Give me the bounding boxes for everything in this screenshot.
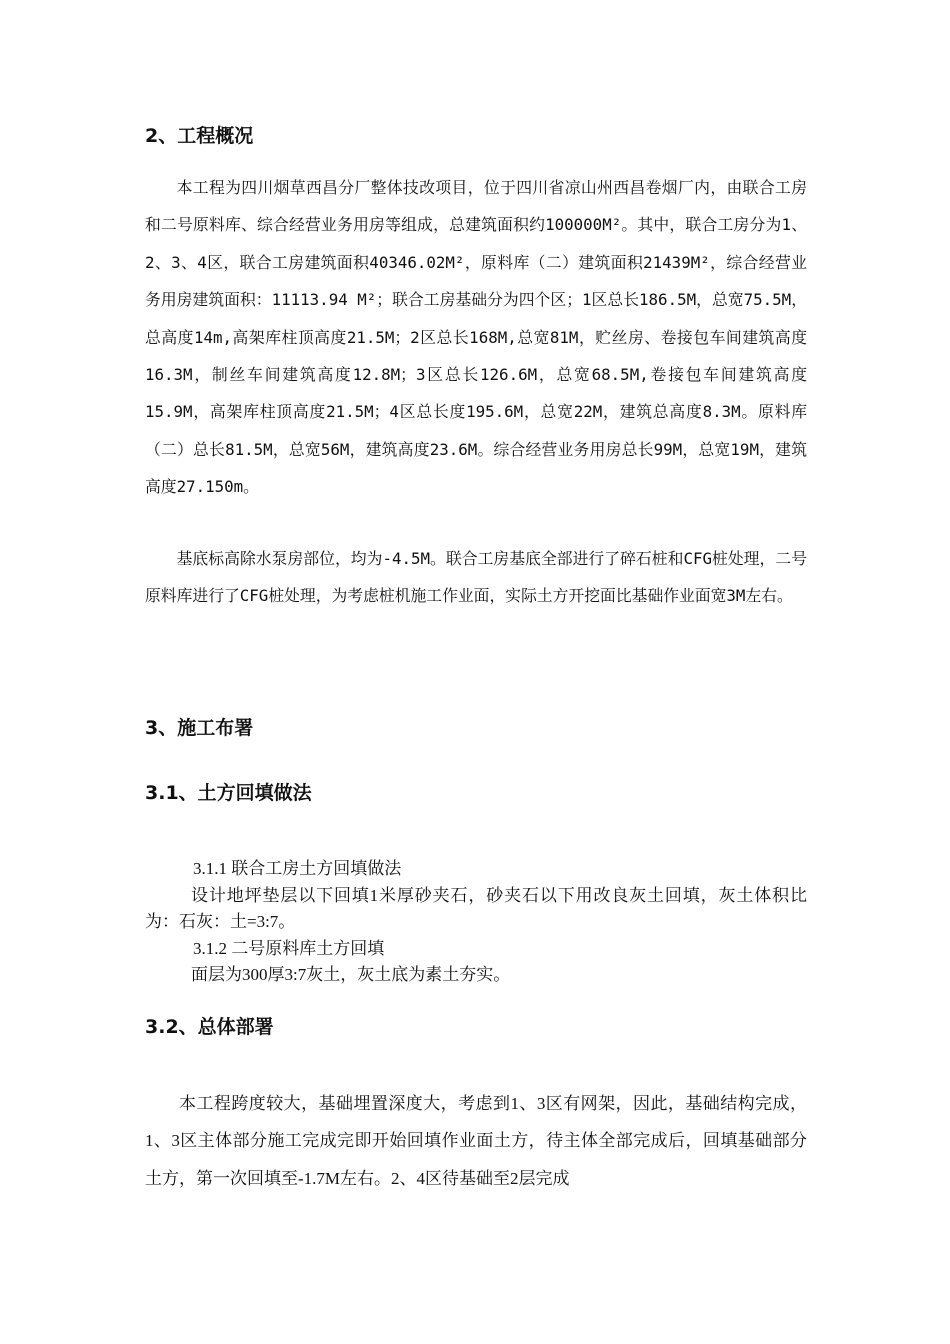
item-3-1-1-text: 设计地坪垫层以下回填1米厚砂夹石，砂夹石以下用改良灰土回填，灰土体积比为：石灰：土=3:7。 (145, 885, 807, 931)
section-2-paragraph-2: 基底标高除水泵房部位，均为-4.5M。联合工房基底全部进行了碎石桩和CFG桩处理，二号原料库进行了CFG桩处理，为考虑桩机施工作业面，实际土方开挖面比基础作业面宽3M左右。 (145, 549, 807, 606)
item-3-1-2-title: 3.1.2 二号原料库土方回填 (193, 938, 385, 958)
item-3-1-2-text: 面层为300厚3:7灰土，灰土底为素土夯实。 (191, 965, 511, 984)
section-3-1-body (145, 856, 807, 989)
section-3-heading: 3、施工布署 (145, 717, 254, 739)
item-3-1-1-title: 3.1.1 联合工房土方回填做法 (193, 859, 402, 878)
section-3-2-heading: 3.2、总体部署 (145, 1016, 274, 1038)
section-3-2-paragraph-1: 本工程跨度较大，基础埋置深度大，考虑到1、3区有网架，因此，基础结构完成，1、3区主体部分施工完成完即开始回填作业面土方，待主体全部完成后，回填基础部分土方，第一次回填至-1.7M左右。2、4区待基础至2层完成 (145, 1094, 807, 1188)
section-2-paragraph-1: 本工程为四川烟草西昌分厂整体技改项目，位于四川省凉山州西昌卷烟厂内，由联合工房和二号原料库、综合经营业务用房等组成，总建筑面积约100000M²。其中，联合工房分为1、2、3、4区，联合工房建筑面积40346.02M²，原料库（二）建筑面积21439M²，综合经营业务用房建筑面积：11113.94 M²；联合工房基础分为四个区；1区总长186.5M，总宽75.5M，总高度14m,高架库柱顶高度21.5M；2区总长168M,总宽81M，贮丝房、卷接包车间建筑高度16.3M，制丝车间建筑高度12.8M；3区总长126.6M，总宽68.5M,卷接包车间建筑高度15.9M，高架库柱顶高度21.5M；4区总长度195.6M，总宽22M，建筑总高度8.3M。原料库（二）总长81.5M，总宽56M，建筑高度23.6M。综合经营业务用房总长99M，总宽19M，建筑高度27.150m。 (145, 178, 807, 497)
section-3-1-heading: 3.1、土方回填做法 (145, 782, 312, 804)
section-2-heading: 2、工程概况 (145, 125, 254, 147)
